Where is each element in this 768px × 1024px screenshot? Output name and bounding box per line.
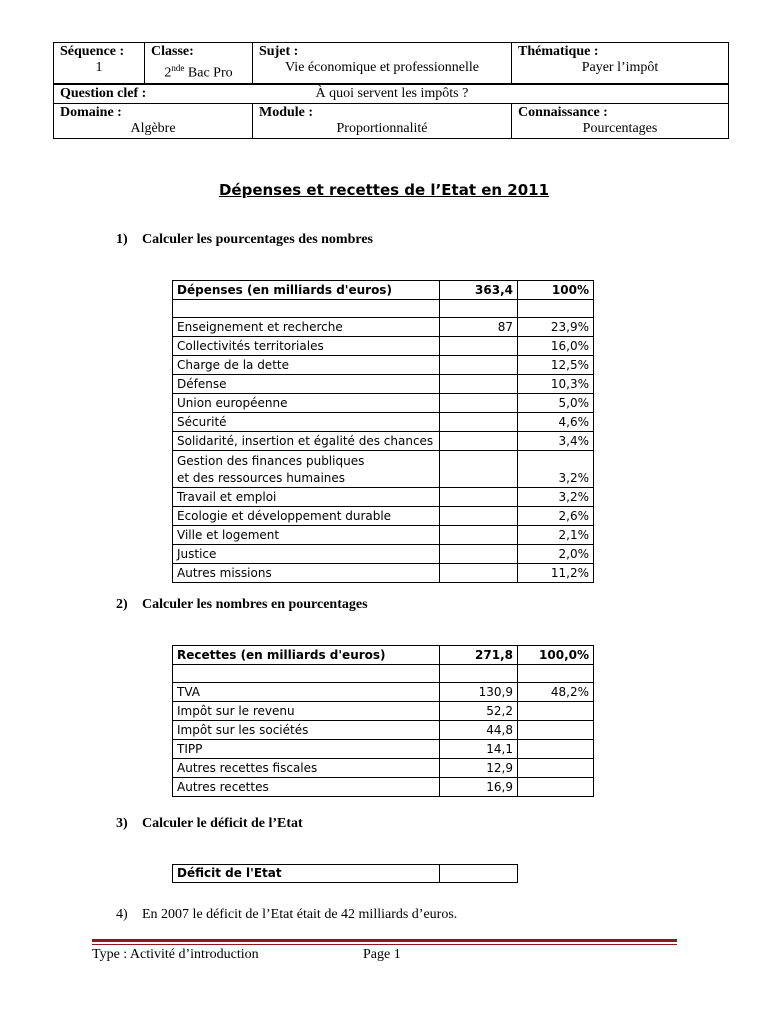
depenses-table: [172, 280, 594, 583]
table-row: Défense 10,3%: [173, 375, 594, 394]
sequence-cell: [54, 43, 145, 84]
deficit-row: [173, 865, 518, 883]
deficit-value: [440, 865, 518, 883]
question-clef-value: À quoi servent les impôts ?: [315, 85, 469, 101]
question-1: 1) Calculer les pourcentages des nombres: [116, 232, 373, 247]
classe-label: Classe:: [151, 44, 194, 59]
table-row: Charge de la dette 12,5%: [173, 356, 594, 375]
classe-cell: [145, 43, 253, 84]
thematique-cell: [512, 43, 729, 84]
domaine-cell: [54, 103, 253, 138]
sujet-cell: [253, 43, 512, 84]
table-row: Autres missions 11,2%: [173, 564, 594, 583]
recettes-header-row: Recettes (en milliards d'euros) 271,8 100,0%: [173, 646, 594, 665]
footer-type: Type : Activité d’introduction: [92, 947, 259, 962]
sequence-value: 1: [95, 60, 103, 75]
sujet-value: Vie économique et professionnelle: [285, 60, 479, 75]
footer-page: Page 1: [363, 947, 401, 962]
question-4: 4) En 2007 le déficit de l’Etat était de 42 milliards d’euros.: [116, 907, 458, 922]
question-3: 3) Calculer le déficit de l’Etat: [116, 816, 303, 831]
deficit-table: [172, 864, 518, 883]
table-row: Collectivités territoriales 16,0%: [173, 337, 594, 356]
deficit-label: Déficit de l'Etat: [173, 865, 440, 883]
sequence-label: Séquence :: [60, 44, 125, 59]
table-row: Enseignement et recherche 87 23,9%: [173, 318, 594, 337]
depenses-blank-row: [173, 300, 594, 318]
table-row: Autres recettes 16,9: [173, 778, 594, 797]
thematique-value: Payer l’impôt: [581, 60, 659, 75]
table-row: Gestion des finances publiques et des ressources humaines 3,2%: [173, 451, 594, 488]
table-row: Impôt sur le revenu 52,2: [173, 702, 594, 721]
table-row: Solidarité, insertion et égalité des chances 3,4%: [173, 432, 594, 451]
module-cell: [253, 103, 512, 138]
thematique-label: Thématique :: [518, 44, 599, 59]
sujet-label: Sujet :: [259, 44, 299, 59]
table-row: Travail et emploi 3,2%: [173, 488, 594, 507]
connaissance-label: Connaissance :: [518, 104, 608, 120]
recettes-table: [172, 645, 594, 797]
domaine-label: Domaine :: [60, 104, 122, 120]
header-table: [53, 42, 729, 139]
depenses-header-row: Dépenses (en milliards d'euros) 363,4 100%: [173, 281, 594, 300]
classe-value: 2nde Bac Pro: [164, 63, 233, 81]
table-row: TVA 130,9 48,2%: [173, 683, 594, 702]
table-row: Union européenne 5,0%: [173, 394, 594, 413]
table-row: TIPP 14,1: [173, 740, 594, 759]
page-title: Dépenses et recettes de l’Etat en 2011: [218, 181, 550, 199]
connaissance-value: Pourcentages: [582, 120, 658, 136]
connaissance-cell: [512, 103, 729, 138]
table-row: Justice 2,0%: [173, 545, 594, 564]
table-row: Impôt sur les sociétés 44,8: [173, 721, 594, 740]
module-value: Proportionnalité: [336, 120, 428, 136]
domaine-value: Algèbre: [130, 120, 176, 136]
table-row: Autres recettes fiscales 12,9: [173, 759, 594, 778]
question-clef-label: Question clef :: [60, 85, 147, 101]
recettes-blank-row: [173, 665, 594, 683]
footer-rule-thin: [92, 944, 677, 945]
module-label: Module :: [259, 104, 314, 120]
question-2: 2) Calculer les nombres en pourcentages: [116, 597, 368, 612]
question-clef-cell: [54, 84, 729, 104]
table-row: Sécurité 4,6%: [173, 413, 594, 432]
table-row: Ecologie et développement durable 2,6%: [173, 507, 594, 526]
table-row: Ville et logement 2,1%: [173, 526, 594, 545]
footer-rule-thick: [92, 939, 677, 942]
